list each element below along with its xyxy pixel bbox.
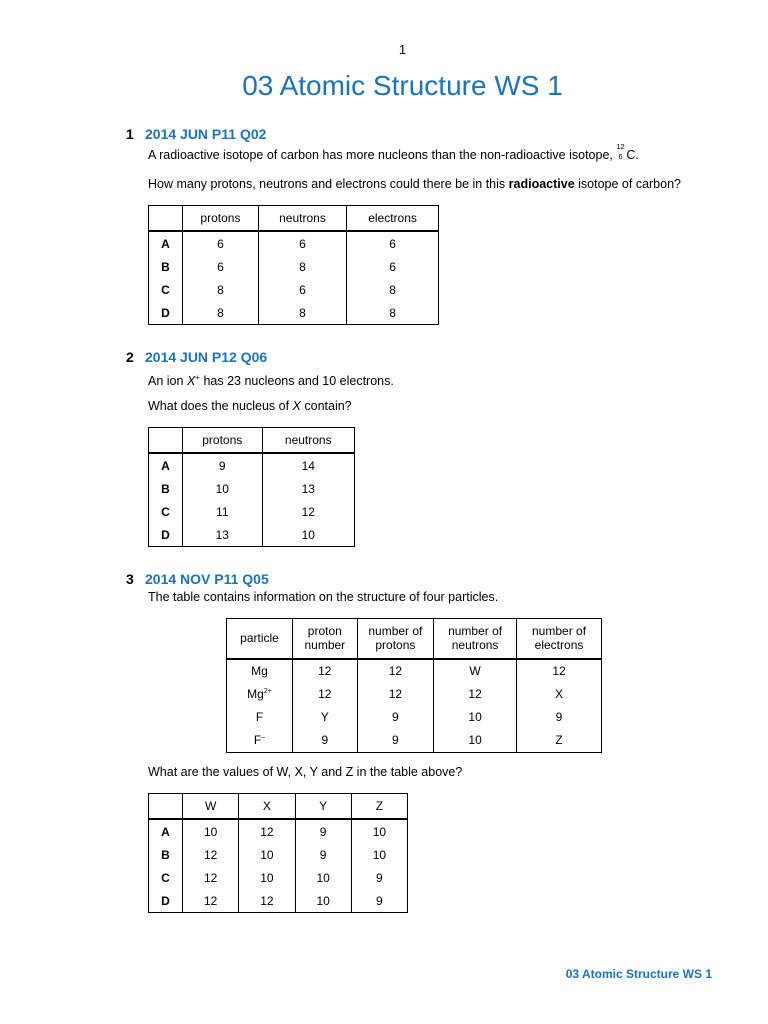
table-row bbox=[149, 453, 355, 477]
text-segment: A radioactive isotope of carbon has more nucleons than the non-radioactive isotope, bbox=[148, 148, 613, 162]
question-reference: 2014 NOV P11 Q05 bbox=[145, 571, 269, 587]
question-prompt bbox=[148, 177, 681, 192]
table-row bbox=[149, 301, 439, 325]
column-header: protons bbox=[183, 206, 259, 232]
option-label: D bbox=[149, 523, 183, 547]
table-row bbox=[149, 889, 408, 913]
text-segment: What does the nucleus of bbox=[148, 399, 290, 413]
table-cell: 9 bbox=[351, 866, 407, 889]
table-cell: 9 bbox=[295, 819, 351, 843]
table-cell: 8 bbox=[347, 278, 439, 301]
column-header: Y bbox=[295, 794, 351, 820]
table-cell: Z bbox=[517, 729, 602, 753]
column-header: number of protons bbox=[357, 619, 434, 659]
particle-cell bbox=[227, 659, 293, 683]
text-segment: contain? bbox=[304, 399, 352, 413]
table-row bbox=[149, 477, 355, 500]
table-cell: 12 bbox=[183, 866, 239, 889]
table-cell: 12 bbox=[239, 819, 295, 843]
table-cell: 12 bbox=[434, 683, 517, 706]
table-cell: 6 bbox=[183, 231, 259, 255]
question-prompt bbox=[148, 399, 352, 414]
particle-cell bbox=[227, 706, 293, 729]
table-cell: 11 bbox=[183, 500, 263, 523]
particle-symbol: Mg bbox=[247, 687, 264, 701]
table-cell: 6 bbox=[183, 255, 259, 278]
column-header: number of electrons bbox=[517, 619, 602, 659]
table-row bbox=[149, 843, 408, 866]
table-cell: 12 bbox=[183, 843, 239, 866]
table-cell: 12 bbox=[262, 500, 354, 523]
table-cell: 10 bbox=[295, 889, 351, 913]
table-cell: X bbox=[517, 683, 602, 706]
column-header: particle bbox=[227, 619, 293, 659]
table-cell: 12 bbox=[517, 659, 602, 683]
table-cell: 10 bbox=[351, 819, 407, 843]
table-cell: 8 bbox=[183, 301, 259, 325]
answer-table bbox=[148, 427, 355, 547]
table-cell: 9 bbox=[293, 729, 358, 753]
option-label: D bbox=[149, 301, 183, 325]
option-label: C bbox=[149, 500, 183, 523]
table-cell: 12 bbox=[357, 683, 434, 706]
page-number: 1 bbox=[398, 42, 407, 57]
text-segment: . bbox=[635, 148, 639, 162]
isotope-symbol: C bbox=[626, 148, 636, 162]
particle-symbol: F bbox=[255, 710, 264, 724]
column-header: number of neutrons bbox=[434, 619, 517, 659]
option-label: B bbox=[149, 477, 183, 500]
table-cell: 8 bbox=[347, 301, 439, 325]
table-cell: 10 bbox=[434, 706, 517, 729]
answer-table bbox=[148, 793, 408, 913]
table-cell: 10 bbox=[434, 729, 517, 753]
table-cell: 10 bbox=[295, 866, 351, 889]
table-cell: 8 bbox=[258, 301, 346, 325]
text-segment: isotope of carbon? bbox=[578, 177, 681, 191]
option-label: B bbox=[149, 843, 183, 866]
table-cell: 10 bbox=[183, 819, 239, 843]
table-row bbox=[149, 819, 408, 843]
table-cell: 10 bbox=[239, 866, 295, 889]
table-row bbox=[227, 729, 602, 753]
option-label: B bbox=[149, 255, 183, 278]
particle-info-table bbox=[226, 618, 602, 753]
table-cell: 10 bbox=[183, 477, 263, 500]
question-number: 3 bbox=[126, 571, 134, 587]
column-header: proton number bbox=[293, 619, 358, 659]
isotope-atomic-number: 6 bbox=[618, 152, 623, 161]
table-cell: 6 bbox=[347, 255, 439, 278]
column-header: neutrons bbox=[262, 428, 354, 454]
option-label: A bbox=[149, 819, 183, 843]
table-cell: 14 bbox=[262, 453, 354, 477]
option-label: D bbox=[149, 889, 183, 913]
table-cell: 9 bbox=[517, 706, 602, 729]
table-cell: 6 bbox=[258, 278, 346, 301]
table-corner bbox=[149, 428, 183, 454]
table-cell: 12 bbox=[293, 659, 358, 683]
question-reference: 2014 JUN P11 Q02 bbox=[145, 126, 267, 142]
table-cell: 9 bbox=[357, 706, 434, 729]
table-cell: 9 bbox=[183, 453, 263, 477]
table-corner bbox=[149, 206, 183, 232]
particle-symbol: Mg bbox=[251, 664, 268, 678]
option-label: A bbox=[149, 453, 183, 477]
table-cell: Y bbox=[293, 706, 358, 729]
table-cell: 9 bbox=[351, 889, 407, 913]
table-cell: 6 bbox=[347, 231, 439, 255]
option-label: C bbox=[149, 278, 183, 301]
table-corner bbox=[149, 794, 183, 820]
column-header: Z bbox=[351, 794, 407, 820]
table-cell: 10 bbox=[351, 843, 407, 866]
table-cell: W bbox=[434, 659, 517, 683]
table-cell: 9 bbox=[357, 729, 434, 753]
table-cell: 6 bbox=[258, 231, 346, 255]
page-footer: 03 Atomic Structure WS 1 bbox=[565, 967, 712, 981]
particle-charge: – bbox=[261, 734, 266, 741]
option-label: C bbox=[149, 866, 183, 889]
table-row bbox=[149, 523, 355, 547]
text-segment: has 23 nucleons and 10 electrons. bbox=[203, 374, 394, 389]
table-row bbox=[149, 278, 439, 301]
ion-symbol: X bbox=[292, 399, 301, 413]
table-cell: 8 bbox=[183, 278, 259, 301]
table-cell: 12 bbox=[357, 659, 434, 683]
particle-cell bbox=[227, 683, 293, 706]
question-prompt: What are the values of W, X, Y and Z in the table above? bbox=[148, 765, 463, 779]
table-row bbox=[149, 866, 408, 889]
ion-charge: + bbox=[195, 373, 200, 382]
table-row bbox=[227, 706, 602, 729]
column-header: X bbox=[239, 794, 295, 820]
text-segment: An ion bbox=[148, 374, 184, 389]
table-row bbox=[227, 683, 602, 706]
column-header: protons bbox=[183, 428, 263, 454]
column-header: neutrons bbox=[258, 206, 346, 232]
question-number: 1 bbox=[126, 126, 134, 142]
question-reference: 2014 JUN P12 Q06 bbox=[145, 349, 268, 365]
table-row bbox=[149, 231, 439, 255]
table-cell: 13 bbox=[262, 477, 354, 500]
table-cell: 12 bbox=[293, 683, 358, 706]
table-cell: 12 bbox=[183, 889, 239, 913]
table-cell: 10 bbox=[239, 843, 295, 866]
answer-table bbox=[148, 205, 439, 325]
table-cell: 10 bbox=[262, 523, 354, 547]
table-cell: 9 bbox=[295, 843, 351, 866]
particle-cell bbox=[227, 729, 293, 753]
table-row bbox=[227, 659, 602, 683]
table-cell: 12 bbox=[239, 889, 295, 913]
table-cell: 8 bbox=[258, 255, 346, 278]
isotope-notation bbox=[616, 142, 626, 161]
particle-charge: 2+ bbox=[263, 688, 272, 695]
option-label: A bbox=[149, 231, 183, 255]
particle-symbol: F bbox=[253, 733, 262, 747]
question-number: 2 bbox=[126, 349, 134, 365]
text-segment: How many protons, neutrons and electrons could there be in this bbox=[148, 177, 506, 191]
table-row bbox=[149, 255, 439, 278]
ion-symbol: X bbox=[186, 374, 196, 389]
column-header: electrons bbox=[347, 206, 439, 232]
question-text: The table contains information on the structure of four particles. bbox=[148, 590, 499, 604]
table-cell: 13 bbox=[183, 523, 263, 547]
text-emphasis: radioactive bbox=[508, 177, 575, 191]
question-text bbox=[148, 142, 639, 163]
page-title: 03 Atomic Structure WS 1 bbox=[242, 70, 563, 101]
question-text bbox=[148, 370, 394, 389]
table-row bbox=[149, 500, 355, 523]
column-header: W bbox=[183, 794, 239, 820]
isotope-mass-number: 12 bbox=[616, 142, 625, 151]
